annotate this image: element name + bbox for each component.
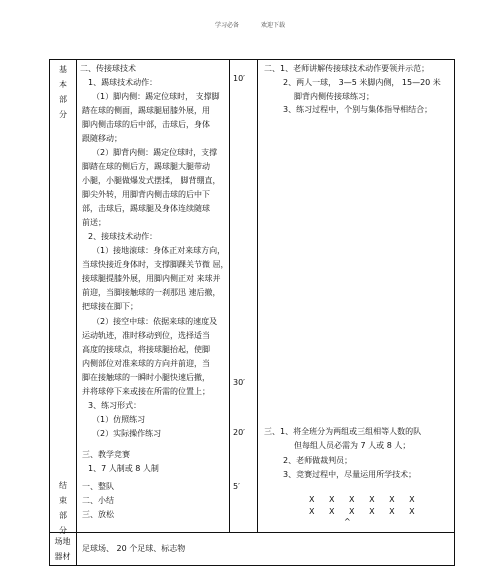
content-line: （2）脚背内侧：踢定位球时，支撑 (92, 148, 218, 157)
page-header (0, 20, 500, 29)
formation-row: X X X X X X (309, 495, 421, 504)
label-char: 结 (59, 481, 67, 490)
label-char: 束 (59, 496, 67, 505)
header-left-text: 学习必备 (215, 22, 240, 29)
label-char: 部 (59, 511, 67, 520)
label-char: 场地 (54, 537, 71, 546)
row-divider-venue (49, 532, 455, 533)
org-line: 二、1、老师讲解传接球技术动作要领并示范； (264, 64, 430, 73)
content-line: 跟随移动； (82, 134, 122, 143)
org-line: 但每组人员必需为 7 人或 8 人； (294, 441, 411, 450)
content-line: 脚踏在球的侧后方，踢球腿大腿带动 (82, 162, 210, 171)
content-line: 运动轨迹，准时移动到位，选择适当 (82, 331, 210, 340)
label-char: 本 (59, 80, 67, 89)
main-section-label (53, 62, 73, 122)
end-item: 一、整队 (82, 482, 114, 491)
content-line: 当球快接近身体时，支撑脚踝关节微 屈， (82, 260, 229, 269)
col-divider-time (229, 59, 230, 532)
content-line: 二、传接球技术 (80, 64, 136, 73)
time-value: 30′ (233, 378, 245, 387)
content-line: 2、接球技术动作： (88, 232, 158, 241)
content-line: （2）接空中球：依据来球的速度及 (92, 317, 218, 326)
header-right-text: 欢迎下载 (260, 22, 285, 29)
content-line: 1、踢球技术动作： (88, 78, 158, 87)
content-line: 1、7 人制或 8 人制 (88, 464, 159, 473)
teacher-marker: ^ (344, 517, 351, 526)
content-line: （1）接地滚球：身体正对来球方向， (92, 246, 226, 255)
content-line: （1）脚内侧：踢定位球时， 支撑脚 (92, 92, 220, 101)
venue-section-label (49, 534, 76, 564)
label-char: 部 (59, 95, 67, 104)
col-divider-org (257, 59, 258, 532)
end-item: 二、小结 (82, 496, 114, 505)
content-line: 小腿，小腿做爆发式摆揉， 脚背绷直， (82, 176, 221, 185)
col-divider-label (76, 59, 77, 566)
org-line: 3、竞赛过程中，尽量运用所学技术； (283, 470, 417, 479)
label-char: 器材 (54, 552, 71, 561)
venue-content: 足球场、 20 个足球、标志物 (82, 544, 186, 553)
content-line: 脚在接触球的一瞬时小腿快速后撤， (82, 373, 210, 382)
content-line: 把球接在脚下； (82, 302, 138, 311)
content-line: 脚内侧击球的后中部，击球后，身体 (82, 120, 210, 129)
org-line: 2、两人一球， 3—5 米脚内侧， 15—20 米 (283, 78, 441, 87)
content-line: 接球腿提膝外展，用脚内侧正对 来球并 (82, 274, 221, 283)
label-char: 基 (59, 65, 67, 74)
content-line: 高度的接球点，将接球腿抬起，使脚 (82, 345, 210, 354)
label-char: 分 (59, 526, 67, 535)
content-line: 三、教学竞赛 (82, 450, 130, 459)
content-line: 部，击球后，踢球腿及身体连续随球 (82, 204, 210, 213)
content-line: 脚尖外转，用脚背内侧击球的后中下 (82, 190, 210, 199)
content-line: （1）仿照练习 (92, 415, 146, 424)
org-line: 3、练习过程中，个别与集体指导相结合； (283, 105, 433, 114)
end-item: 三、放松 (82, 510, 114, 519)
content-line: （2）实际操作练习 (92, 429, 162, 438)
content-line: 3、练习形式： (88, 401, 142, 410)
content-line: 前送； (82, 218, 106, 227)
content-line: 内侧部位对准来球的方向并前迎，当 (82, 359, 210, 368)
content-line: 并将球停下来或接在所需的位置上； (82, 387, 210, 396)
time-value: 10′ (233, 74, 245, 83)
end-section-label (53, 478, 73, 538)
label-char: 分 (59, 110, 67, 119)
content-line: 前迎，当脚接触球的一刹那迅 速后撤， (82, 288, 221, 297)
org-line: 三、1、将全班分为两组或三组相等人数的队 (264, 427, 422, 436)
org-line: 2、老师做裁判员； (283, 456, 353, 465)
time-value: 5′ (233, 482, 240, 491)
time-value: 20′ (233, 428, 245, 437)
org-line: 脚背内侧传接球练习； (294, 92, 374, 101)
formation-row: X X X X X X (309, 507, 421, 516)
content-line: 踏在球的侧面，踢球腿屈膝外展，用 (82, 106, 210, 115)
